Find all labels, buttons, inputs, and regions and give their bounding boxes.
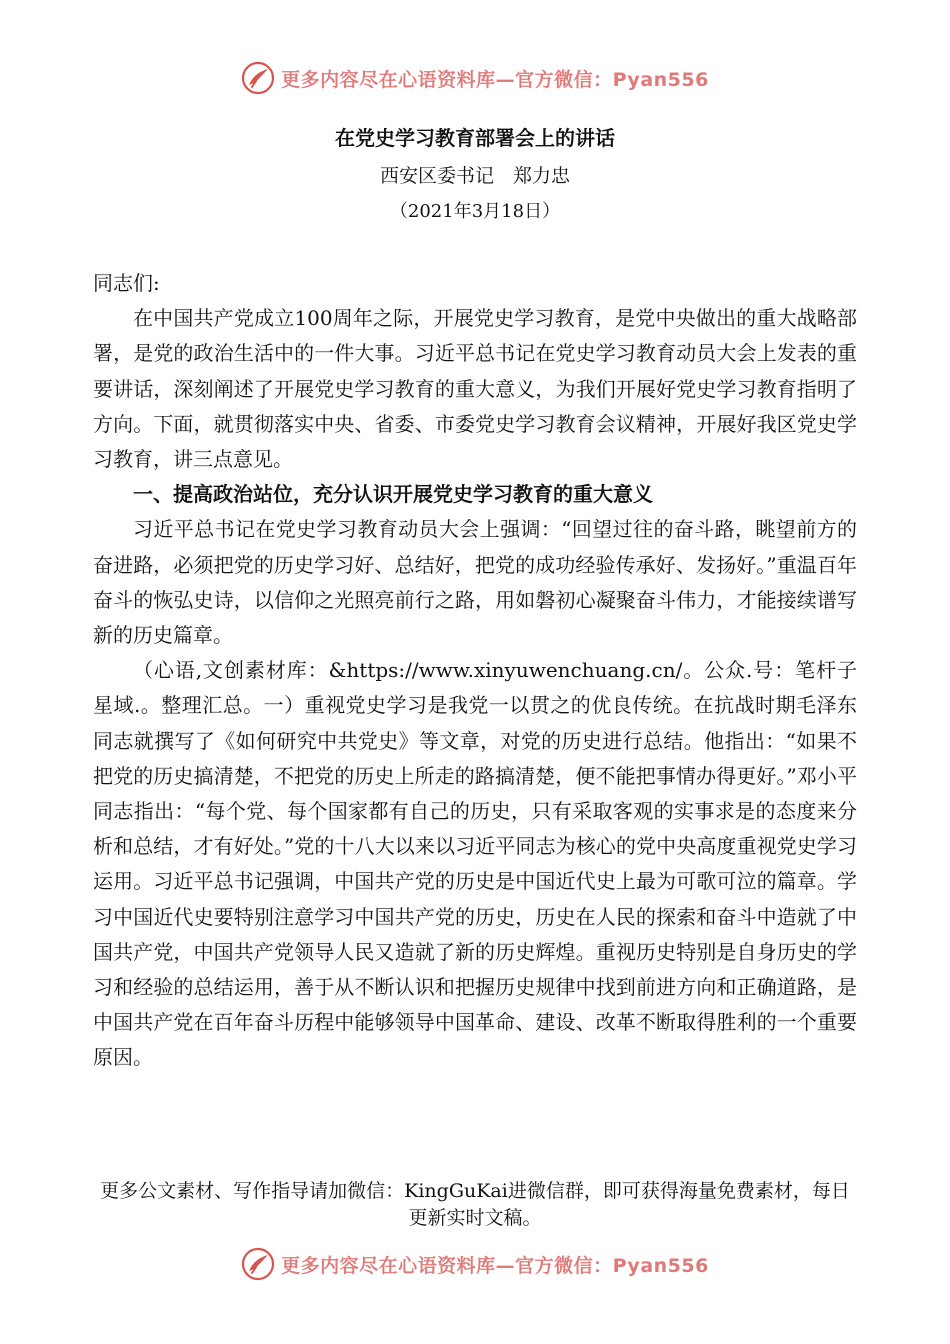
document-body [93, 266, 857, 1076]
section-heading: 一、提高政治站位，充分认识开展党史学习教育的重大意义 [133, 482, 653, 507]
banner-text: 更多内容尽在心语资料库—官方微信：Pyan556 [281, 68, 709, 91]
banner-text: 更多内容尽在心语资料库—官方微信：Pyan556 [281, 1254, 709, 1277]
document-title: 在党史学习教育部署会上的讲话 [335, 126, 615, 150]
pen-swirl-logo-icon [241, 61, 275, 95]
body-paragraph: 在中国共产党成立100周年之际，开展党史学习教育，是党中央做出的重大战略部署，是党的政治生活中的一件大事。习近平总书记在党史学习教育动员大会上发表的重要讲话，深刻阐述了开展党史学习教育的重大意义，为我们开展好党史学习教育指明了方向。下面，就贯彻落实中央、省委、市委党史学习教育会议精神，开展好我区党史学习教育，讲三点意见。 [93, 306, 857, 472]
body-paragraph: 习近平总书记在党史学习教育动员大会上强调：“回望过往的奋斗路，眺望前方的奋进路，必须把党的历史学习好、总结好，把党的成功经验传承好、发扬好。”重温百年奋斗的恢弘史诗，以信仰之光照亮前行之路，用如磐初心凝聚奋斗伟力，才能接续谱写新的历史篇章。 [93, 517, 857, 648]
pen-swirl-logo-icon [241, 1247, 275, 1281]
bottom-watermark-banner [0, 1244, 950, 1284]
salutation: 同志们: [93, 271, 160, 295]
body-paragraph: （心语,文创素材库：&https://www.xinyuwenchuang.cn/。公众.号：笔杆子星域.。整理汇总。一）重视党史学习是我党一以贯之的优良传统。在抗战时期毛泽东同志就撰写了《如何研究中共党史》等文章，对党的历史进行总结。他指出：“如果不把党的历史搞清楚，不把党的历史上所走的路搞清楚，便不能把事情办得更好。”邓小平同志指出：“每个党、每个国家都有自己的历史，只有采取客观的实事求是的态度来分析和总结，才有好处。”党的十八大以来以习近平同志为核心的党中央高度重视党史学习运用。习近平总书记强调，中国共产党的历史是中国近代史上最为可歌可泣的篇章。学习中国近代史要特别注意学习中国共产党的历史，历史在人民的探索和奋斗中造就了中国共产党，中国共产党领导人民又造就了新的历史辉煌。重视历史特别是自身历史的学习和经验的总结运用，善于从不断认识和把握历史规律中找到前进方向和正确道路，是中国共产党在百年奋斗历程中能够领导中国革命、建设、改革不断取得胜利的一个重要原因。 [93, 658, 857, 1070]
document-date: （2021年3月18日） [389, 201, 561, 222]
document-author: 西安区委书记 郑力忠 [379, 165, 570, 187]
footer-note: 更多公文素材、写作指导请加微信：KingGuKai进微信群，即可获得海量免费素材，每日更新实时文稿。 [100, 1180, 850, 1229]
top-watermark-banner [0, 58, 950, 98]
